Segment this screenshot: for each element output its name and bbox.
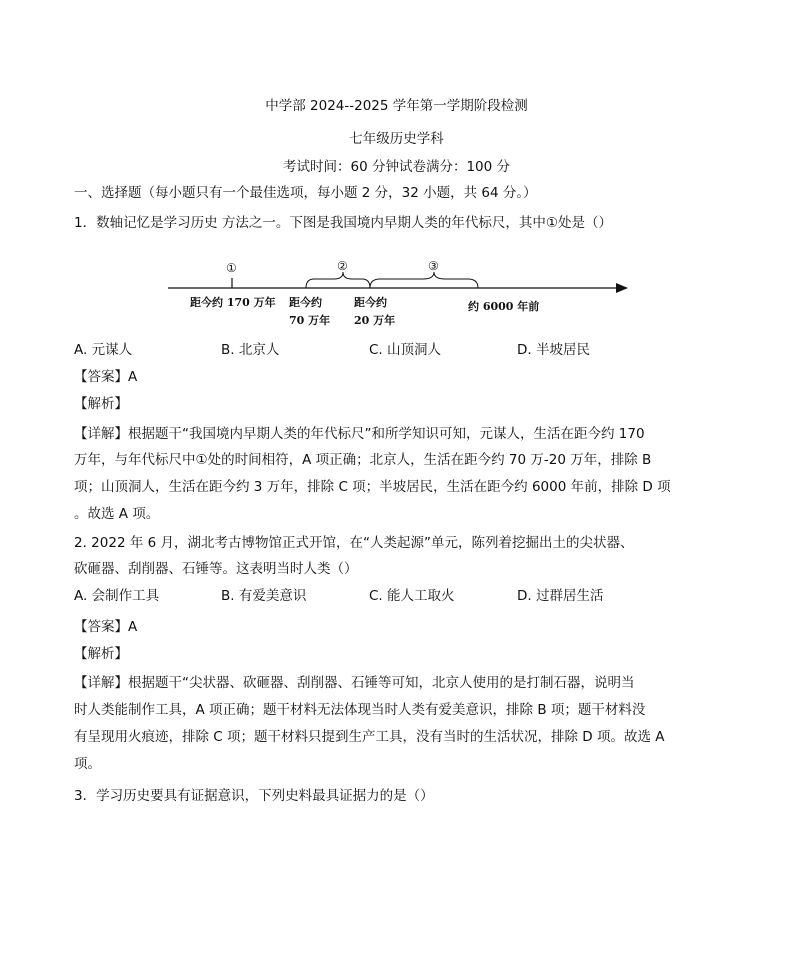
- timeline-bracket-3: [370, 272, 478, 288]
- timeline-mark-1: ①: [226, 261, 237, 275]
- q1-analysis: 【解析】: [74, 396, 128, 412]
- q2-option-d: D. 过群居生活: [517, 588, 604, 604]
- q1-option-b: B. 北京人: [221, 342, 280, 358]
- q1-option-a: A. 元谋人: [74, 342, 133, 358]
- q3-stem: 3．学习历史要具有证据意识，下列史料最具证据力的是（）: [74, 788, 434, 804]
- exam-info: 考试时间：60 分钟试卷满分：100 分: [282, 159, 511, 175]
- timeline-bracket-2: [306, 272, 370, 288]
- q1-detail-line: 。故选 A 项。: [74, 506, 160, 522]
- timeline-label-70b: 70 万年: [289, 314, 331, 327]
- timeline-label-6000: 约 6000 年前: [468, 300, 540, 313]
- q2-stem-line: 2. 2022 年 6 月，湖北考古博物馆正式开馆，在“人类起源”单元，陈列着挖掘出土的尖状器、: [74, 535, 634, 551]
- q1-detail-line: 项；山顶洞人，生活在距今约 3 万年，排除 C 项；半坡居民，生活在距今约 6000 年前，排除 D 项: [74, 479, 671, 495]
- q2-answer: 【答案】A: [74, 619, 138, 635]
- timeline-mark-2: ②: [337, 259, 348, 273]
- timeline-mark-3: ③: [428, 259, 439, 273]
- timeline-arrow: [616, 283, 628, 293]
- section-heading: 一、选择题（每小题只有一个最佳选项，每小题 2 分，32 小题，共 64 分。）: [74, 185, 537, 201]
- q2-option-b: B. 有爱美意识: [221, 588, 307, 604]
- exam-title: 中学部 2024--2025 学年第一学期阶段检测: [265, 98, 528, 114]
- q1-detail-line: 万年，与年代标尺中①处的时间相符，A 项正确；北京人，生活在距今约 70 万-20 万年，排除 B: [74, 452, 652, 468]
- q1-answer: 【答案】A: [74, 369, 138, 385]
- timeline-label-170: 距今约 170 万年: [190, 296, 276, 309]
- q1-option-d: D. 半坡居民: [517, 342, 590, 358]
- q2-stem-line: 砍砸器、刮削器、石锤等。这表明当时人类（）: [74, 561, 358, 577]
- q1-detail-line: 【详解】根据题干“我国境内早期人类的年代标尺”和所学知识可知，元谋人，生活在距今约 170: [74, 426, 645, 442]
- exam-subject: 七年级历史学科: [349, 131, 444, 147]
- q1-stem: 1．数轴记忆是学习历史 方法之一。下图是我国境内早期人类的年代标尺，其中①处是（）: [74, 215, 612, 231]
- q2-detail-line: 时人类能制作工具，A 项正确；题干材料无法体现当时人类有爱美意识，排除 B 项；题干材料没: [74, 702, 646, 718]
- q1-option-c: C. 山顶洞人: [369, 342, 442, 358]
- q1-timeline-diagram: [168, 252, 628, 332]
- timeline-label-20b: 20 万年: [354, 314, 396, 327]
- q2-detail-line: 项。: [74, 756, 101, 772]
- q2-option-a: A. 会制作工具: [74, 588, 160, 604]
- q2-detail-line: 有呈现用火痕迹，排除 C 项；题干材料只提到生产工具，没有当时的生活状况，排除 D 项。故选 A: [74, 729, 665, 745]
- q2-detail-line: 【详解】根据题干“尖状器、砍砸器、刮削器、石锤等可知，北京人使用的是打制石器，说明当: [74, 675, 635, 691]
- q2-analysis: 【解析】: [74, 646, 128, 662]
- timeline-label-20a: 距今约: [354, 296, 387, 309]
- q2-option-c: C. 能人工取火: [369, 588, 455, 604]
- timeline-label-70a: 距今约: [289, 296, 322, 309]
